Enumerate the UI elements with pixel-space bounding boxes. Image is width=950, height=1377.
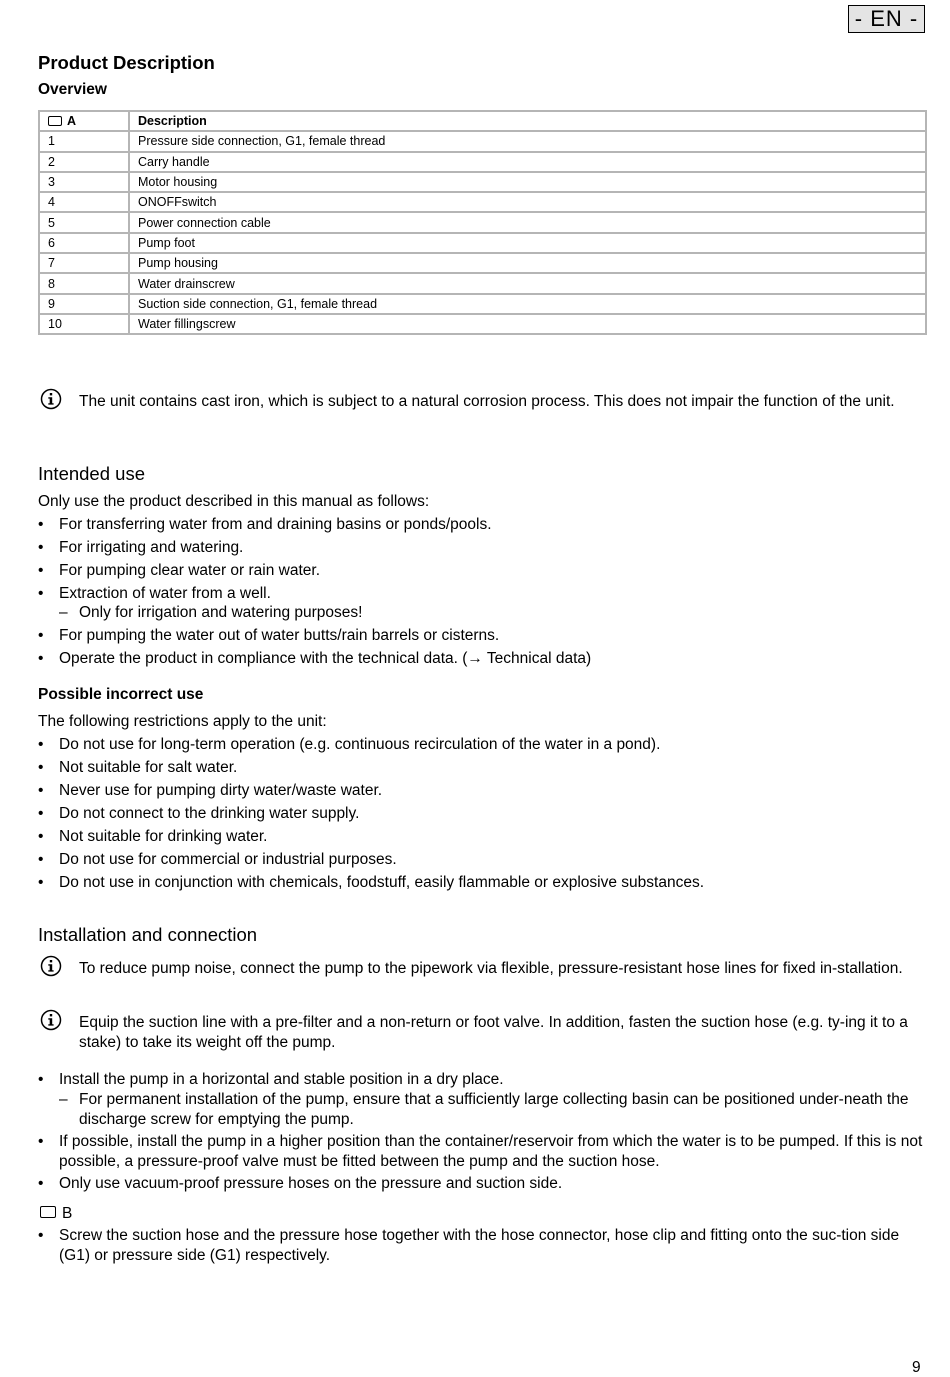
list-item: For pumping clear water or rain water. (59, 562, 321, 579)
table-header-row (40, 112, 925, 132)
list-item: Not suitable for salt water. (59, 759, 238, 776)
table-cell-num: 9 (40, 295, 130, 315)
list-item: Never use for pumping dirty water/waste water. (59, 782, 383, 799)
table-cell-num: 10 (40, 315, 130, 333)
table-row (40, 295, 925, 315)
list-item: Screw the suction hose and the pressure hose together with the hose connector, hose clip and fitting onto the suc-tion side (G1) or pressure side (G1) respectively. (59, 1227, 900, 1264)
list-item: Extraction of water from a well. (59, 585, 271, 602)
table-cell-num: 1 (40, 132, 130, 152)
intended-use-intro: Only use the product described in this manual as follows: (38, 493, 430, 510)
bullet-icon: • (38, 627, 44, 644)
list-item: Not suitable for drinking water. (59, 828, 268, 845)
table-row (40, 315, 925, 333)
list-item: Operate the product in compliance with the technical data. (→ Technical data) (59, 650, 592, 667)
list-item: Only use vacuum-proof pressure hoses on the pressure and suction side. (59, 1175, 563, 1192)
bullet-icon: • (38, 851, 44, 868)
incorrect-use-intro: The following restrictions apply to the unit: (38, 713, 327, 730)
list-item: Install the pump in a horizontal and stable position in a dry place. (59, 1071, 504, 1088)
bullet-icon: • (38, 828, 44, 845)
bullet-icon: • (38, 1227, 44, 1244)
table-row (40, 132, 925, 152)
bullet-icon: • (38, 562, 44, 579)
figure-icon (48, 116, 62, 126)
subsection-title-overview: Overview (38, 81, 107, 98)
list-item: Do not use in conjunction with chemicals, foodstuff, easily flammable or explosive substances. (59, 874, 705, 891)
table-row (40, 254, 925, 274)
sub-list-item: Only for irrigation and watering purposes! (79, 604, 363, 621)
table-cell-desc: Pressure side connection, G1, female thread (130, 132, 925, 152)
dash-icon: – (59, 1091, 68, 1108)
table-cell-desc: Suction side connection, G1, female thread (130, 295, 925, 315)
section-title-product-description: Product Description (38, 52, 215, 73)
section-title-installation: Installation and connection (38, 924, 258, 945)
table-cell-desc: ONOFFswitch (130, 193, 925, 213)
table-cell-desc: Pump foot (130, 234, 925, 254)
figure-reference-label: B (62, 1205, 73, 1222)
table-cell-desc: Water drainscrew (130, 274, 925, 294)
list-item: Do not use for long-term operation (e.g. continuous recirculation of the water in a pond). (59, 736, 661, 753)
bullet-icon: • (38, 585, 44, 602)
table-header-figure (40, 112, 130, 132)
language-tab: - EN - (848, 5, 925, 33)
table-cell-num: 4 (40, 193, 130, 213)
table-row (40, 153, 925, 173)
table-cell-desc: Carry handle (130, 153, 925, 173)
bullet-icon: • (38, 759, 44, 776)
bullet-icon: • (38, 805, 44, 822)
bullet-icon: • (38, 874, 44, 891)
section-title-intended-use: Intended use (38, 463, 145, 484)
note-cast-iron: The unit contains cast iron, which is subject to a natural corrosion process. This does not impair the function of the unit. (79, 393, 895, 410)
table-row (40, 213, 925, 233)
bullet-icon: • (38, 1133, 44, 1150)
bullet-icon: • (38, 736, 44, 753)
figure-label: A (67, 114, 77, 129)
table-cell-num: 2 (40, 153, 130, 173)
table-cell-num: 6 (40, 234, 130, 254)
table-cell-desc: Power connection cable (130, 213, 925, 233)
figure-reference (40, 1204, 72, 1224)
note-pump-noise: To reduce pump noise, connect the pump to the pipework via flexible, pressure-resistant hose lines for fixed in-stallation. (79, 960, 903, 977)
list-item: If possible, install the pump in a higher position than the container/reservoir from which the water is to be pumped. If this is not possible, a pressure-proof valve must be fitted between the pump and the suction hose. (59, 1133, 923, 1170)
figure-icon (40, 1206, 56, 1218)
table-row (40, 234, 925, 254)
info-icon (40, 1009, 62, 1031)
info-icon (40, 955, 62, 977)
note-suction-line: Equip the suction line with a pre-filter and a non-return or foot valve. In addition, fasten the suction hose (e.g. ty-ing it to a stake) to take its weight off the pump. (79, 1014, 908, 1051)
table-cell-num: 5 (40, 213, 130, 233)
bullet-icon: • (38, 782, 44, 799)
subsection-title-incorrect-use: Possible incorrect use (38, 686, 204, 703)
list-item: Do not use for commercial or industrial purposes. (59, 851, 397, 868)
table-cell-num: 3 (40, 173, 130, 193)
table-row (40, 274, 925, 294)
table-header-description: Description (130, 112, 925, 132)
bullet-icon: • (38, 1071, 44, 1088)
sub-list-item: For permanent installation of the pump, ensure that a sufficiently large collecting basin can be positioned under-neath the discharge screw for emptying the pump. (79, 1091, 909, 1128)
list-item: For irrigating and watering. (59, 539, 244, 556)
list-item: Do not connect to the drinking water supply. (59, 805, 360, 822)
list-item: For pumping the water out of water butts/rain barrels or cisterns. (59, 627, 500, 644)
info-icon (40, 388, 62, 410)
table-cell-num: 7 (40, 254, 130, 274)
table-row (40, 193, 925, 213)
table-row (40, 173, 925, 193)
dash-icon: – (59, 604, 68, 621)
bullet-icon: • (38, 1175, 44, 1192)
overview-table (38, 110, 927, 335)
table-cell-desc: Water fillingscrew (138, 317, 236, 332)
bullet-icon: • (38, 650, 44, 667)
table-cell-num: 8 (40, 274, 130, 294)
bullet-icon: • (38, 539, 44, 556)
table-cell-desc: Motor housing (130, 173, 925, 193)
page-number: 9 (912, 1359, 921, 1376)
table-cell-desc: Pump housing (130, 254, 925, 274)
bullet-icon: • (38, 516, 44, 533)
list-item: For transferring water from and draining basins or ponds/pools. (59, 516, 492, 533)
